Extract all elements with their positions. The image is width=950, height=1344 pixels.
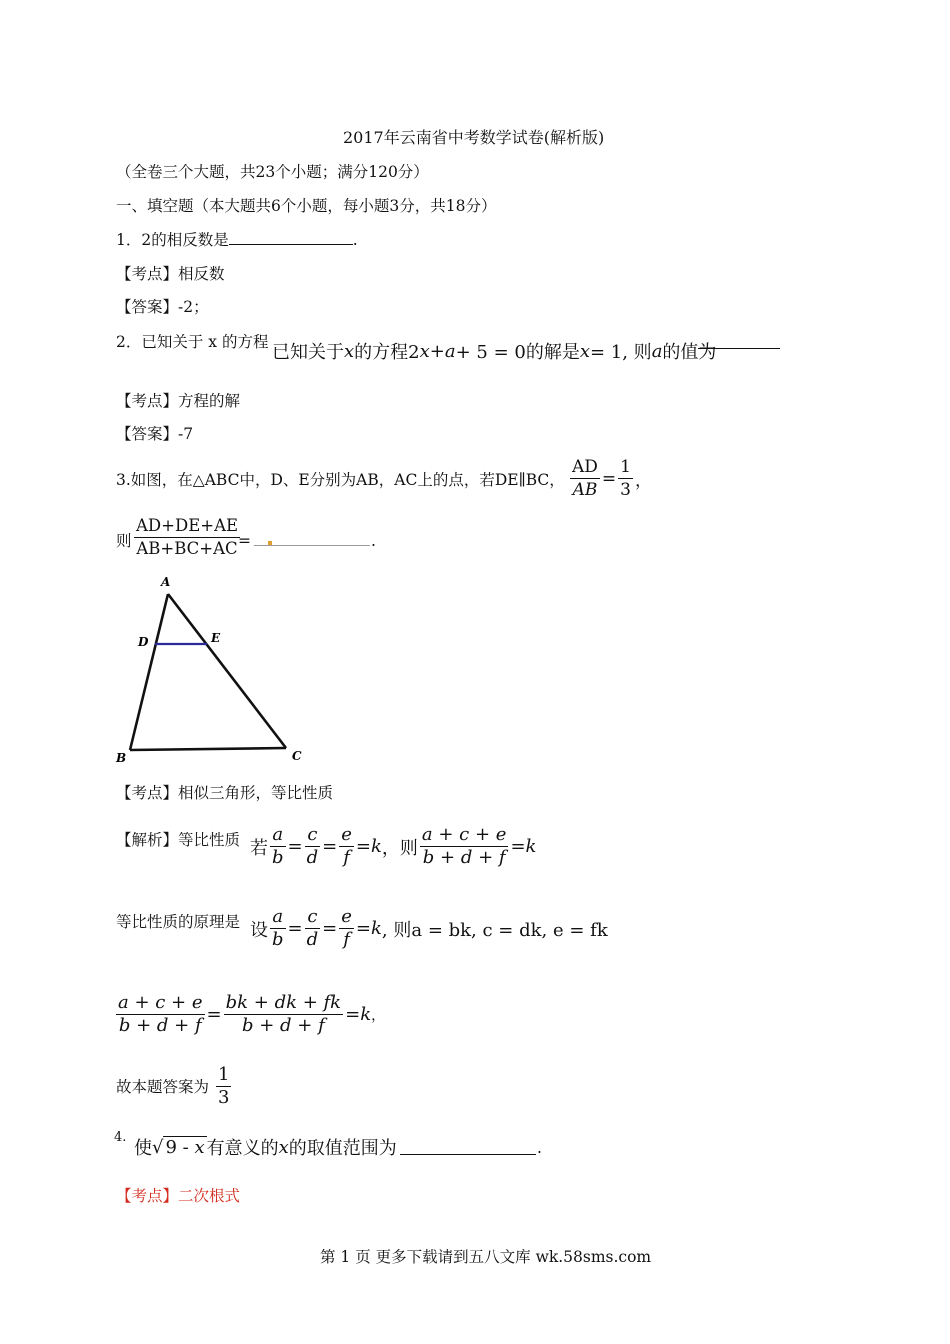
jiexi-lead: 【解析】等比性质 <box>116 831 241 849</box>
page-footer: 第 1 页 更多下载请到五八文库 wk.58sms.com <box>320 1248 652 1266</box>
question-1: 1．2的相反数是 . <box>116 231 358 249</box>
answer-blank <box>698 348 780 349</box>
question-1-text: 1．2的相反数是 <box>116 231 229 249</box>
label-e: E <box>211 631 221 645</box>
side-ac <box>168 594 286 748</box>
triangle-figure <box>110 572 310 768</box>
label-d: D <box>138 635 149 649</box>
label-b: B <box>116 751 127 765</box>
question-4-text: 使 √ 9 - x 有意义的 x 的取值范围为 <box>134 1136 397 1159</box>
answer-fraction: $\frac{1}{3}$ <box>218 1064 230 1108</box>
answer-blank <box>229 230 353 245</box>
question-4-number: 4. <box>114 1130 127 1145</box>
sum-ratio-fraction: $\frac{AD+DE+AE}{AB+BC+AC}$ <box>136 516 239 558</box>
side-bc <box>130 748 286 750</box>
ratio-property-formula: 若 $\frac{a}{b}$ = $\frac{c}{d}$ = $\frac{e}{f}$ = k ，则 $\frac{a + c + e}{b + d + f}$ = k <box>250 824 537 868</box>
ratio-principle-formula: 设 $\frac{a}{b}$ = $\frac{c}{d}$ = $\frac{e}{f}$ = k , 则a = bk, c = dk, e = fk <box>250 906 608 950</box>
question-2-lead: 2．已知关于 x 的方程 <box>116 333 269 351</box>
label-c: C <box>292 749 302 763</box>
q4-kaodian: 【考点】二次根式 <box>116 1187 241 1205</box>
derivation-formula: $\frac{a + c + e}{b + d + f}$ = $\frac{bk + dk + fk}{b + d + f}$ = k ， <box>118 992 386 1036</box>
answer-blank <box>400 1154 536 1155</box>
q1-answer: 【答案】-2； <box>116 298 209 316</box>
q2-answer: 【答案】-7 <box>116 425 194 443</box>
exam-intro: （全卷三个大题，共23个小题；满分120分） <box>116 163 429 181</box>
dot-mark <box>268 541 272 545</box>
sqrt-expression: √ 9 - x <box>152 1136 205 1158</box>
answer-lead: 故本题答案为 <box>116 1078 210 1096</box>
label-a: A <box>161 575 171 589</box>
equals-sign: = <box>238 532 251 550</box>
ze-label: 则 <box>116 532 132 550</box>
ratio-fraction: $\frac{AD}{AB}$ = $\frac{1}{3}$ ， <box>572 457 652 500</box>
answer-blank <box>254 545 370 546</box>
side-ab <box>130 594 168 750</box>
question-3-lead: 3.如图，在△ABC中，D、E分别为AB，AC上的点，若DE∥BC， <box>116 471 565 489</box>
q2-kaodian: 【考点】方程的解 <box>116 392 241 410</box>
q1-kaodian: 【考点】相反数 <box>116 265 225 283</box>
question-2-equation: 已知关于 x 的方程2 x + a + 5 = 0的解是 x = 1, 则 a 的值为 <box>272 340 717 363</box>
section-heading: 一、填空题（本大题共6个小题，每小题3分，共18分） <box>116 197 497 215</box>
q3-kaodian: 【考点】相似三角形，等比性质 <box>116 784 334 802</box>
yuanli-lead: 等比性质的原理是 <box>116 913 241 931</box>
page-title: 2017年云南省中考数学试卷(解析版) <box>343 128 605 147</box>
